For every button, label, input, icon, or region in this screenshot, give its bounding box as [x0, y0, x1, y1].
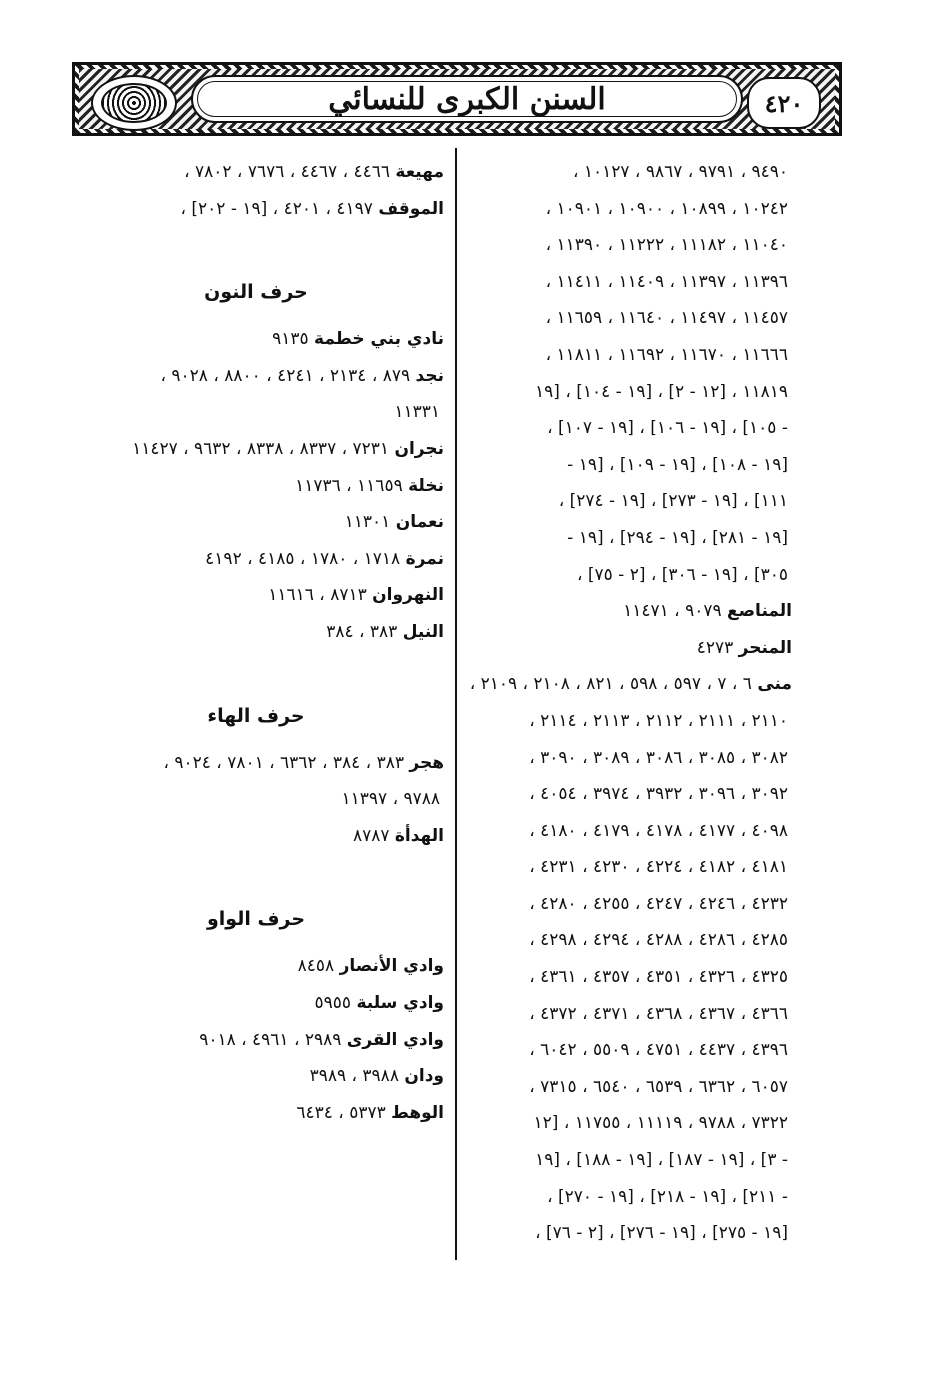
place-name: المناصع: [727, 601, 792, 622]
continuation-line: [١٩ - ١٠٨] ، [١٩ - ١٠٩] ، [١٩ -: [567, 454, 788, 475]
index-entry: [68, 358, 444, 395]
index-entry: [68, 985, 444, 1022]
reference-numbers: ٣٩٨٨ ، ٣٩٨٩: [309, 1066, 399, 1087]
continuation-line: ١١٤٥٧ ، ١١٤٩٧ ، ١١٦٤٠ ، ١١٦٥٩ ،: [545, 308, 788, 329]
reference-numbers: ٨٤٥٨: [297, 956, 335, 977]
continuation-line: ١١٠٤٠ ، ١١١٨٢ ، ١١٢٢٢ ، ١١٣٩٠ ،: [545, 235, 788, 256]
running-title-frame: [191, 75, 743, 123]
index-entry: [412, 630, 792, 667]
index-entry: [412, 666, 792, 703]
index-entry: [68, 541, 444, 578]
header-ornamental-band: [79, 69, 835, 129]
index-entry: [68, 948, 444, 985]
place-name: نخلة: [408, 475, 444, 496]
index-column-left: [68, 154, 444, 1131]
continuation-line: ٤١٨١ ، ٤١٨٢ ، ٤٢٢٤ ، ٤٢٣٠ ، ٤٢٣١ ،: [529, 857, 788, 878]
reference-numbers: ٨٧١٣ ، ١١٦١٦: [268, 585, 367, 606]
section-spacer: [68, 227, 444, 263]
place-name: النيل: [402, 621, 444, 642]
index-entry: [68, 818, 444, 855]
continuation-line: ١١٣٣١: [394, 402, 440, 423]
index-entry: [68, 431, 444, 468]
reference-numbers: ٤٢٧٣: [696, 637, 734, 658]
reference-numbers: ٧٢٣١ ، ٨٣٣٧ ، ٨٣٣٨ ، ٩٦٣٢ ، ١١٤٢٧: [132, 438, 390, 459]
continuation-line: ٤٢٨٥ ، ٤٢٨٦ ، ٤٢٨٨ ، ٤٢٩٤ ، ٤٢٩٨ ،: [529, 930, 788, 951]
place-name: وادي الأنصار: [339, 956, 444, 977]
section-heading: حرف الهاء: [207, 704, 305, 727]
continuation-line: ٦٠٥٧ ، ٦٣٦٢ ، ٦٥٣٩ ، ٦٥٤٠ ، ٧٣١٥ ،: [529, 1076, 788, 1097]
continuation-line: ١١٨١٩ ، [١٢ - ٢] ، [١٩ - ١٠٤] ، [١٩: [535, 381, 788, 402]
continuation-line: ٣٠٨٢ ، ٣٠٨٥ ، ٣٠٨٦ ، ٣٠٨٩ ، ٣٠٩٠ ،: [529, 747, 788, 768]
continuation-line: ٩٧٨٨ ، ١١٣٩٧: [341, 789, 440, 810]
index-entry: [68, 1022, 444, 1059]
book-title-ornament-icon: [91, 75, 177, 131]
page-header: [72, 62, 842, 136]
running-title: السنن الكبرى للنسائي: [328, 81, 606, 117]
index-entry: [68, 577, 444, 614]
reference-numbers: ١١٣٠١: [344, 512, 391, 533]
place-name: نجد: [415, 365, 444, 386]
continuation-line: ١١١] ، [١٩ - ٢٧٣] ، [١٩ - ٢٧٤] ،: [558, 491, 788, 512]
reference-numbers: ٨٧٩ ، ٢١٣٤ ، ٤٢٤١ ، ٨٨٠٠ ، ٩٠٢٨ ،: [160, 365, 411, 386]
ornament-medallion: [101, 83, 167, 123]
continuation-line: [١٩ - ٢٨١] ، [١٩ - ٢٩٤] ، [١٩ -: [567, 527, 788, 548]
index-column-right: [412, 154, 792, 1252]
index-entry: [68, 1058, 444, 1095]
continuation-line: ١٠٢٤٢ ، ١٠٨٩٩ ، ١٠٩٠٠ ، ١٠٩٠١ ،: [545, 198, 788, 219]
page-number-cartouche: [747, 77, 821, 129]
reference-numbers: ٢٩٨٩ ، ٤٩٦١ ، ٩٠١٨: [199, 1029, 342, 1050]
continuation-line: - ٢١١] ، [١٩ - ٢١٨] ، [١٩ - ٢٧٠] ،: [547, 1186, 788, 1207]
continuation-line: ٤٣٩٦ ، ٤٤٣٧ ، ٤٧٥١ ، ٥٥٠٩ ، ٦٠٤٢ ،: [529, 1040, 788, 1061]
place-name: منى: [757, 674, 792, 695]
reference-numbers: ٣٨٣ ، ٣٨٤: [326, 621, 398, 642]
place-name: وادي القرى: [346, 1029, 444, 1050]
index-entry: [412, 593, 792, 630]
reference-numbers: ١٧١٨ ، ١٧٨٠ ، ٤١٨٥ ، ٤١٩٢: [205, 548, 401, 569]
place-name: المنحر: [738, 637, 792, 658]
reference-numbers: ٨٧٨٧: [352, 825, 390, 846]
place-name: ودان: [404, 1066, 444, 1087]
reference-numbers: ٥٩٥٥: [314, 992, 352, 1013]
continuation-line: ٣٠٥] ، [١٩ - ٣٠٦] ، [٢ - ٧٥] ،: [576, 564, 788, 585]
reference-numbers: ٦ ، ٧ ، ٥٩٧ ، ٥٩٨ ، ٨٢١ ، ٢١٠٨ ، ٢١٠٩ ،: [469, 674, 752, 695]
place-name: وادي سلبة: [356, 992, 444, 1013]
reference-numbers: ٤٤٦٦ ، ٤٤٦٧ ، ٧٦٧٦ ، ٧٨٠٢ ،: [184, 162, 390, 182]
continuation-line: ١١٦٦٦ ، ١١٦٧٠ ، ١١٦٩٢ ، ١١٨١١ ،: [545, 344, 788, 365]
index-entry: [68, 321, 444, 358]
place-name: مهيعة: [395, 162, 444, 182]
place-name: نعمان: [395, 512, 444, 533]
index-entry: [68, 745, 444, 782]
index-entry: [68, 154, 444, 191]
continuation-line: ٧٣٢٢ ، ٩٧٨٨ ، ١١١١٩ ، ١١٧٥٥ ، [١٢: [533, 1113, 788, 1134]
continuation-line: ٤٣٦٦ ، ٤٣٦٧ ، ٤٣٦٨ ، ٤٣٧١ ، ٤٣٧٢ ،: [529, 1003, 788, 1024]
place-name: نجران: [394, 438, 444, 459]
reference-numbers: ٩٠٧٩ ، ١١٤٧١: [623, 601, 722, 622]
place-name: نادي بني خطمة: [314, 329, 444, 350]
section-spacer: [68, 651, 444, 687]
continuation-line: ٢١١٠ ، ٢١١١ ، ٢١١٢ ، ٢١١٣ ، ٢١١٤ ،: [529, 710, 788, 731]
section-heading: حرف النون: [204, 281, 308, 304]
place-name: النهروان: [372, 585, 444, 606]
index-entry: [68, 191, 444, 228]
reference-numbers: ١١٦٥٩ ، ١١٧٣٦: [295, 475, 403, 496]
reference-numbers: ٣٨٣ ، ٣٨٤ ، ٦٣٦٢ ، ٧٨٠١ ، ٩٠٢٤ ،: [163, 752, 404, 773]
place-name: الموقف: [378, 198, 444, 219]
index-entry: [68, 1095, 444, 1132]
continuation-line: ٩٤٩٠ ، ٩٧٩١ ، ٩٨٦٧ ، ١٠١٢٧ ،: [572, 162, 788, 182]
place-name: نمرة: [405, 548, 444, 569]
continuation-line: ٤٢٣٢ ، ٤٢٤٦ ، ٤٢٤٧ ، ٤٢٥٥ ، ٤٢٨٠ ،: [529, 893, 788, 914]
continuation-line: ٤٣٢٥ ، ٤٣٢٦ ، ٤٣٥١ ، ٤٣٥٧ ، ٤٣٦١ ،: [529, 967, 788, 988]
reference-numbers: ٩١٣٥: [272, 329, 309, 350]
index-entry: [68, 468, 444, 505]
reference-numbers: ٥٣٧٣ ، ٦٤٣٤: [296, 1102, 386, 1123]
place-name: الوهط: [391, 1102, 444, 1123]
continuation-line: - ٣] ، [١٩ - ١٨٧] ، [١٩ - ١٨٨] ، [١٩: [535, 1150, 788, 1171]
index-entry: [68, 504, 444, 541]
continuation-line: - ١٠٥] ، [١٩ - ١٠٦] ، [١٩ - ١٠٧] ،: [547, 418, 788, 439]
place-name: الهدأة: [394, 825, 444, 846]
continuation-line: ٤٠٩٨ ، ٤١٧٧ ، ٤١٧٨ ، ٤١٧٩ ، ٤١٨٠ ،: [529, 820, 788, 841]
continuation-line: ١١٣٩٦ ، ١١٣٩٧ ، ١١٤٠٩ ، ١١٤١١ ،: [545, 271, 788, 292]
index-entry: [68, 614, 444, 651]
continuation-line: [١٩ - ٢٧٥] ، [١٩ - ٢٧٦] ، [٢ - ٧٦] ،: [535, 1223, 788, 1244]
continuation-line: ٣٠٩٢ ، ٣٠٩٦ ، ٣٩٣٢ ، ٣٩٧٤ ، ٤٠٥٤ ،: [529, 784, 788, 805]
reference-numbers: ٤١٩٧ ، ٤٢٠١ ، [١٩ - ٢٠٢] ،: [180, 198, 373, 219]
place-name: هجر: [409, 752, 444, 773]
section-heading: حرف الواو: [206, 908, 306, 931]
section-spacer: [68, 854, 444, 890]
page-number: ٤٢٠: [764, 88, 804, 118]
